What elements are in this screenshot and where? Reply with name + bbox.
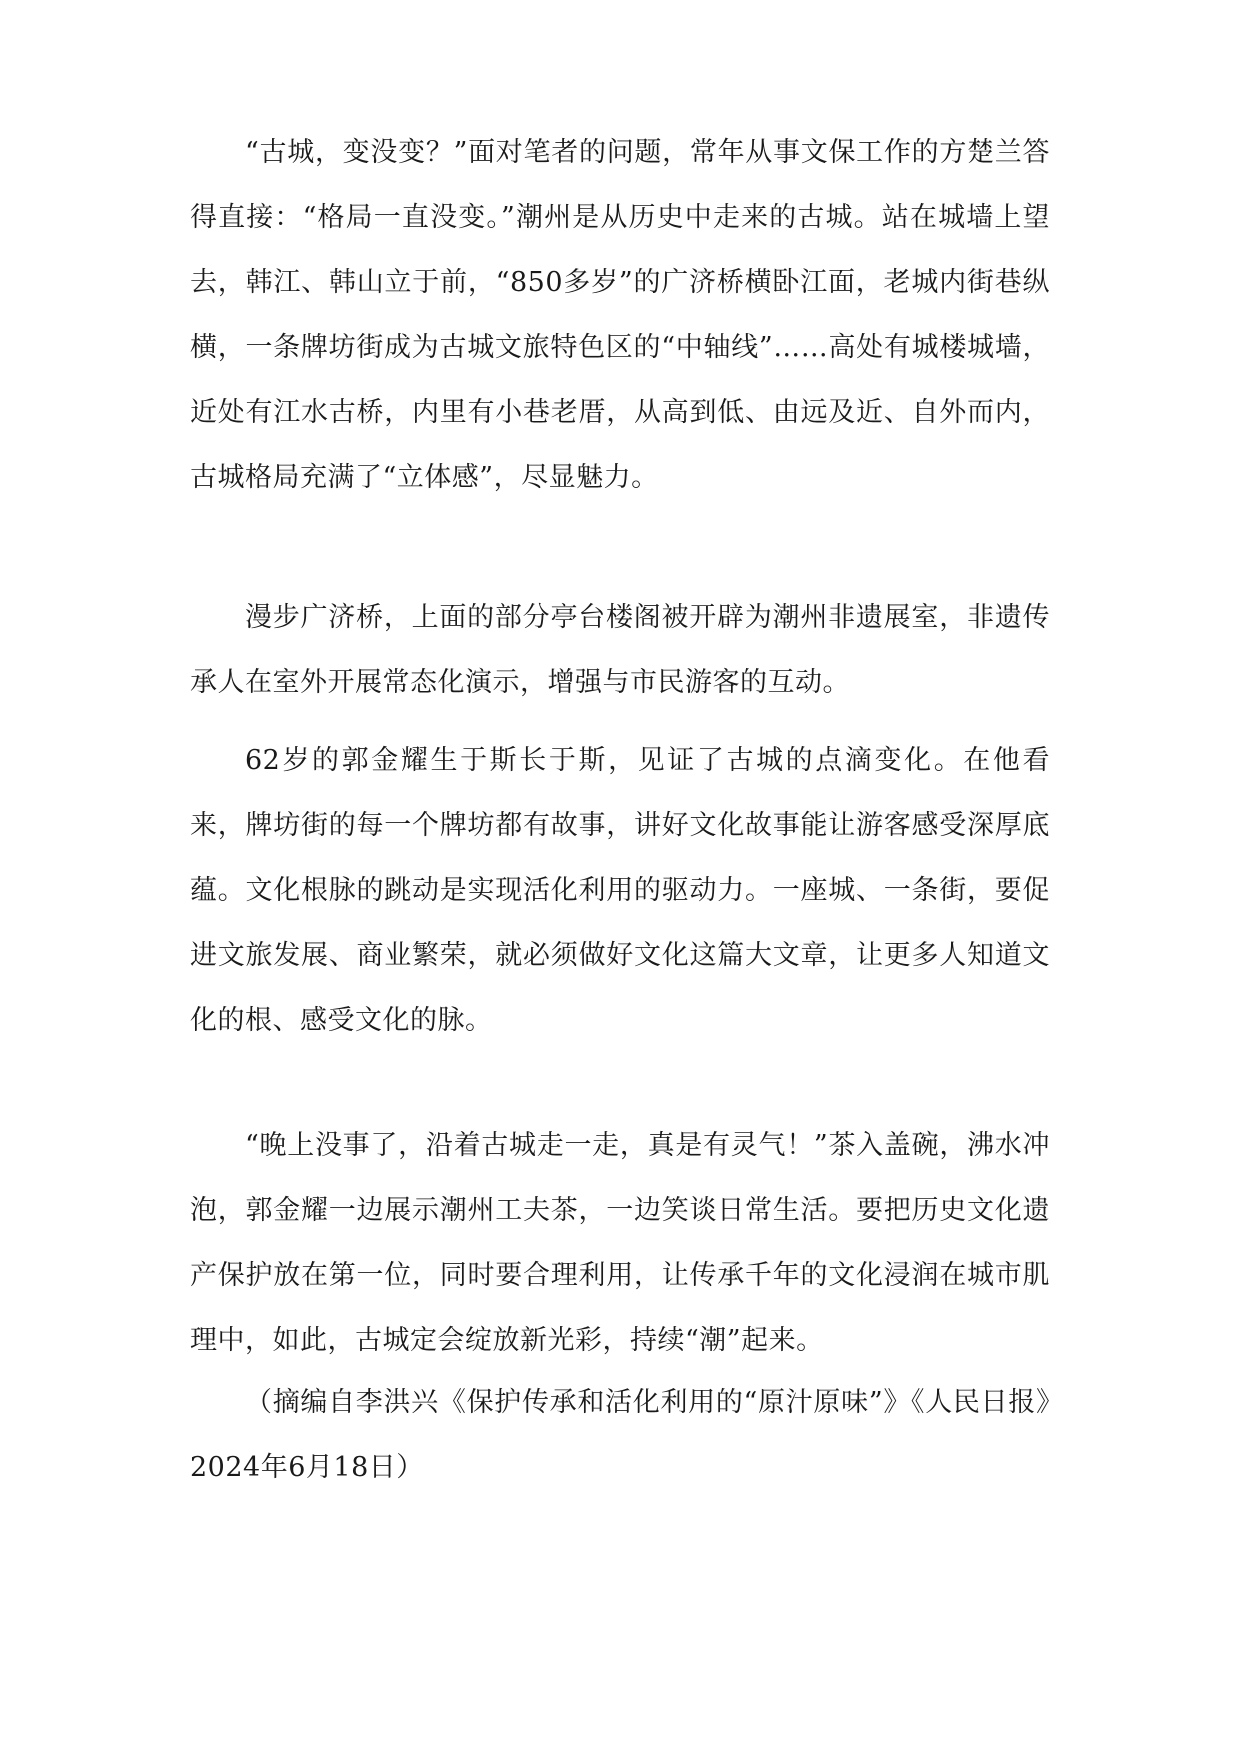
paragraph-guangji-bridge: 漫步广济桥，上面的部分亭台楼阁被开辟为潮州非遗展室，非遗传承人在室外开展常态化演示，增强与市民游客的互动。: [190, 602, 1050, 698]
paragraph-evening-walk: “晚上没事了，沿着古城走一走，真是有灵气！”茶入盖碗，沸水冲泡，郭金耀一边展示潮州工夫茶，一边笑谈日常生活。要把历史文化遗产保护放在第一位，同时要合理利用，让传承千年的文化浸润在城市肌理中，如此，古城定会绽放新光彩，持续“潮”起来。: [190, 1130, 1050, 1356]
source-citation: （摘编自李洪兴《保护传承和活化利用的“原汁原味”》《人民日报》2024年6月18日）: [190, 1387, 1050, 1483]
paragraph-guo-jinyao: 62岁的郭金耀生于斯长于斯，见证了古城的点滴变化。在他看来，牌坊街的每一个牌坊都有故事，讲好文化故事能让游客感受深厚底蕴。文化根脉的跳动是实现活化利用的驱动力。一座城、一条街，要促进文旅发展、商业繁荣，就必须做好文化这篇大文章，让更多人知道文化的根、感受文化的脉。: [190, 745, 1050, 1036]
paragraph-ancient-city-layout: “古城，变没变？”面对笔者的问题，常年从事文保工作的方楚兰答得直接：“格局一直没变。”潮州是从历史中走来的古城。站在城墙上望去，韩江、韩山立于前，“850多岁”的广济桥横卧江面，老城内街巷纵横，一条牌坊街成为古城文旅特色区的“中轴线”……高处有城楼城墙，近处有江水古桥，内里有小巷老厝，从高到低、由远及近、自外而内，古城格局充满了“立体感”，尽显魅力。: [190, 137, 1050, 493]
